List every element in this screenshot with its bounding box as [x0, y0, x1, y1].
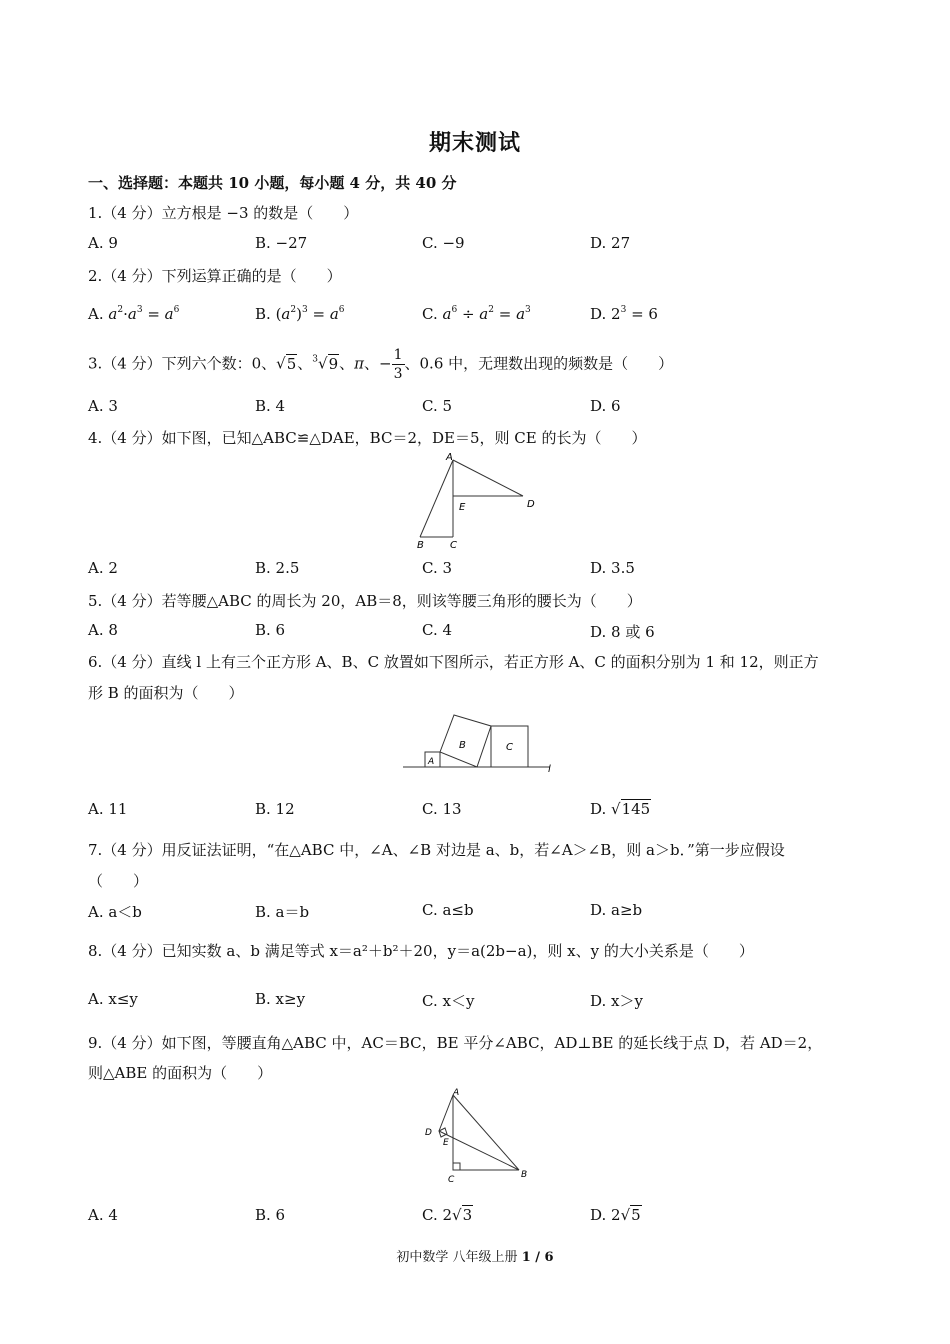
q4-option-a: A. 2 — [88, 559, 118, 577]
question-5: 5.（4 分）若等腰△ABC 的周长为 20，AB＝8，则该等腰三角形的腰长为（ ） — [88, 592, 642, 610]
question-8: 8.（4 分）已知实数 a、b 满足等式 x＝a²＋b²＋20，y＝a(2b−a)，则 x、y 的大小关系是（ ） — [88, 942, 754, 960]
q4-option-b: B. 2.5 — [255, 559, 300, 577]
label-d: D — [425, 1128, 432, 1138]
page-number: 1 / 6 — [521, 1250, 554, 1265]
q9-option-b: B. 6 — [255, 1206, 286, 1224]
q1-option-a: A. 9 — [88, 234, 118, 252]
q3-option-b: B. 4 — [255, 397, 286, 415]
q9-option-a: A. 4 — [88, 1206, 118, 1224]
label-b: B — [459, 740, 466, 751]
q2-option-d: D. $2^3 = 6$ — [590, 305, 658, 323]
page-footer: 初中数学 八年级上册 1 / 6 — [396, 1250, 554, 1265]
label-e: E — [443, 1138, 449, 1148]
question-1: 1.（4 分）立方根是 −3 的数是（ ） — [88, 204, 359, 222]
q4-triangle-figure — [410, 450, 550, 555]
q6-option-c: C. 13 — [422, 800, 462, 818]
label-l: l — [548, 764, 551, 775]
question-6-line-1: 6.（4 分）直线 l 上有三个正方形 A、B、C 放置如下图所示，若正方形 A、C 的面积分别为 1 和 12，则正方 — [88, 653, 819, 671]
q4-option-d: D. 3.5 — [590, 559, 635, 577]
label-b: B — [417, 540, 424, 551]
q1-option-c: C. −9 — [422, 234, 465, 252]
q9-triangle-figure — [415, 1085, 535, 1185]
q9-option-c: C. 2√3 — [422, 1206, 473, 1224]
q3-option-d: D. 6 — [590, 397, 621, 415]
question-7-line-2: （ ） — [88, 872, 149, 890]
q6-option-b: B. 12 — [255, 800, 295, 818]
q8-option-b: B. x≥y — [255, 990, 306, 1008]
label-c: C — [448, 1175, 455, 1185]
label-c: C — [506, 742, 513, 753]
q5-option-d: D. 8 或 6 — [590, 623, 655, 641]
section-heading: 一、选择题：本题共 10 小题，每小题 4 分，共 40 分 — [88, 174, 457, 192]
question-9-line-2: 则△ABE 的面积为（ ） — [88, 1064, 273, 1082]
q3-option-a: A. 3 — [88, 397, 118, 415]
q8-option-a: A. x≤y — [88, 990, 138, 1008]
q3-option-c: C. 5 — [422, 397, 453, 415]
q1-option-d: D. 27 — [590, 234, 631, 252]
page-title: 期末测试 — [428, 130, 521, 156]
label-c: C — [450, 540, 457, 551]
q1-option-b: B. −27 — [255, 234, 308, 252]
q8-option-c: C. x＜y — [422, 992, 475, 1010]
q9-option-d: D. 2√5 — [590, 1206, 641, 1224]
q2-option-b: B. $(a^2)^3 = a^6$ — [255, 305, 345, 323]
label-a: A — [446, 452, 453, 463]
q2-option-c: C. $a^6 \div a^2 = a^3$ — [422, 305, 531, 323]
q4-option-c: C. 3 — [422, 559, 453, 577]
q5-option-a: A. 8 — [88, 621, 118, 639]
q8-option-d: D. x＞y — [590, 992, 643, 1010]
question-3: 3.（4 分）下列六个数：0、√5、$^3$√9、π、− $\frac{1}{3}$ 、0.6 中，无理数出现的频数是（ ） — [88, 347, 674, 382]
question-7-line-1: 7.（4 分）用反证法证明，“在△ABC 中，∠A、∠B 对边是 a、b，若∠A＞∠B，则 a＞b．”第一步应假设 — [88, 841, 785, 859]
q2-option-a: A. $a^2\cdot a^3 = a^6$ — [88, 305, 180, 323]
q7-option-c: C. a≤b — [422, 901, 474, 919]
label-a: A — [428, 757, 435, 767]
q6-option-d: D. √145 — [590, 800, 651, 818]
question-2: 2.（4 分）下列运算正确的是（ ） — [88, 267, 342, 285]
label-a: A — [453, 1088, 460, 1098]
question-4: 4.（4 分）如下图，已知△ABC≌△DAE，BC＝2，DE＝5，则 CE 的长为（ ） — [88, 429, 647, 447]
label-d: D — [527, 499, 535, 510]
question-6-line-2: 形 B 的面积为（ ） — [88, 684, 244, 702]
q7-option-d: D. a≥b — [590, 901, 643, 919]
q7-option-b: B. a＝b — [255, 903, 310, 921]
label-e: E — [459, 502, 466, 513]
q6-option-a: A. 11 — [88, 800, 128, 818]
question-9-line-1: 9.（4 分）如下图，等腰直角△ABC 中，AC＝BC，BE 平分∠ABC，AD⊥BE 的延长线于点 D，若 AD＝2， — [88, 1034, 823, 1052]
q5-option-b: B. 6 — [255, 621, 286, 639]
label-b: B — [521, 1170, 528, 1180]
q6-squares-figure — [395, 706, 570, 778]
q5-option-c: C. 4 — [422, 621, 453, 639]
q7-option-a: A. a＜b — [88, 903, 142, 921]
